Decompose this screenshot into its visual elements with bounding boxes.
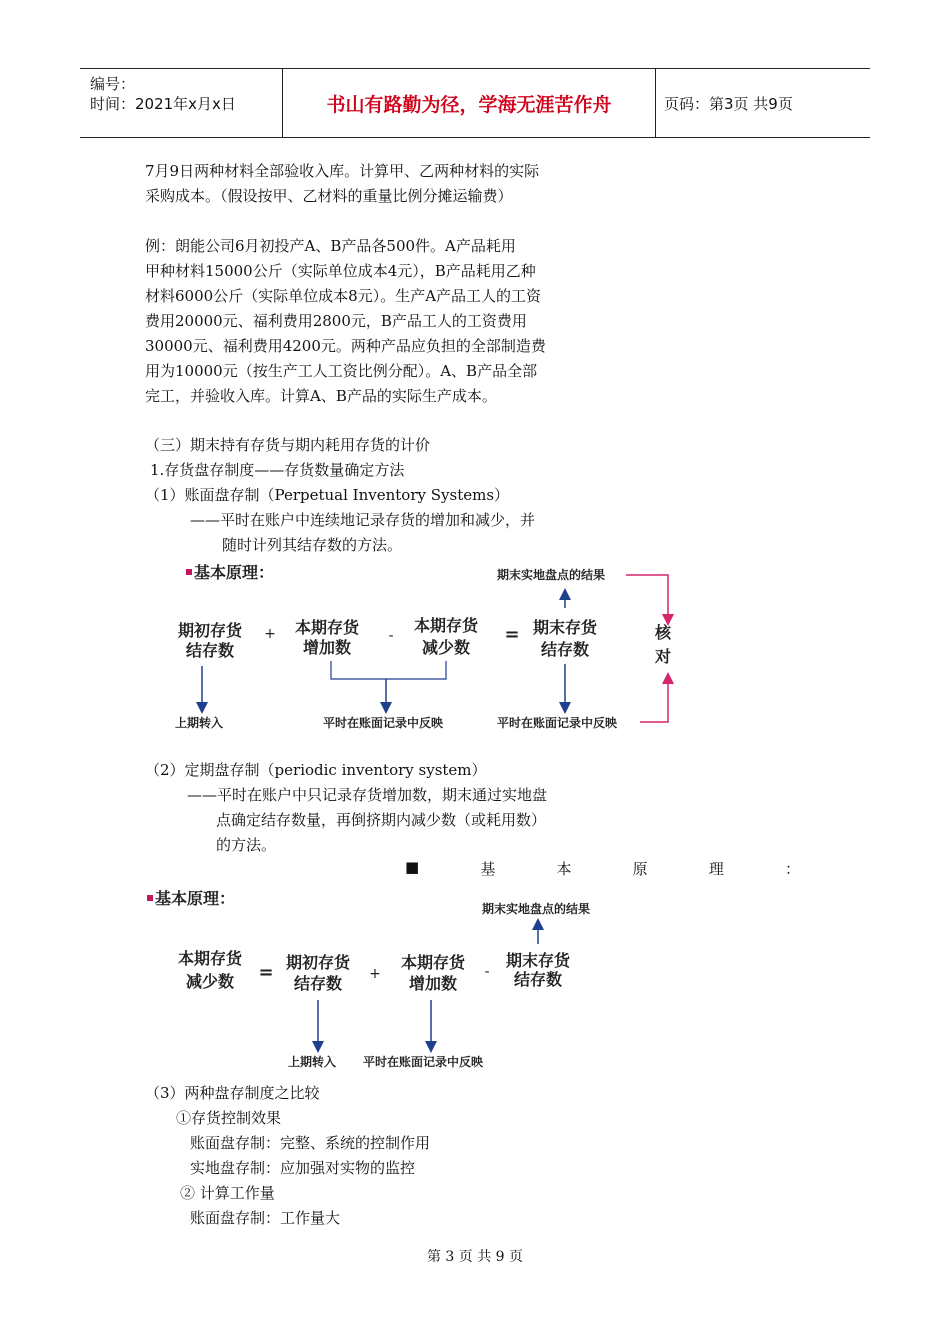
comparison-heading: ② 计算工作量 [180, 1184, 275, 1202]
spread-char: ■ [405, 858, 420, 876]
box-label: 增加数 [408, 974, 458, 993]
paragraph-line: 采购成本。（假设按甲、乙材料的重量比例分摊运输费） [145, 187, 513, 205]
box-label: 本期存货 [400, 953, 466, 972]
box-label: 减少数 [421, 638, 471, 657]
operator: = [504, 624, 520, 645]
spread-char: ： [784, 860, 800, 878]
bottom-label: 平时在账面记录中反映 [363, 1055, 484, 1069]
arrow-up-icon [640, 678, 668, 722]
header-page-info: 页码：第3页 共9页 [664, 94, 793, 113]
paragraph-line: 用为10000元（按生产工人工资比例分配）。A、B产品全部 [145, 362, 538, 380]
box-label: 结存数 [293, 974, 343, 993]
operator: = [258, 962, 274, 983]
box-label: 增加数 [302, 638, 352, 657]
bottom-label: 上期转入 [288, 1055, 337, 1069]
page-footer: 第 3 页 共 9 页 [426, 1249, 524, 1265]
periodic-inventory-diagram [0, 880, 950, 1075]
bottom-label: 上期转入 [175, 716, 224, 730]
verify-label: 核 [654, 623, 672, 642]
number-label: 编号： [90, 75, 136, 93]
subsection-heading: 1.存货盘存制度——存货数量确定方法 [150, 461, 405, 479]
verify-label: 对 [654, 647, 672, 666]
item-heading: （1）账面盘存制（Perpetual Inventory Systems） [145, 486, 510, 504]
paragraph-line: 30000元、福利费用4200元。两种产品应负担的全部制造费 [145, 337, 546, 355]
box-label: 结存数 [185, 641, 235, 660]
item-heading: （3）两种盘存制度之比较 [145, 1084, 320, 1102]
time-label: 时间：2021年x月x日 [90, 95, 236, 113]
page-header [80, 68, 870, 138]
perpetual-inventory-diagram [0, 556, 950, 746]
box-label: 本期存货 [177, 949, 243, 968]
operator: + [264, 626, 276, 642]
paragraph-line: 甲种材料15000公斤（实际单位成本4元），B产品耗用乙种 [145, 262, 536, 280]
paragraph-line: 完工，并验收入库。计算A、B产品的实际生产成本。 [145, 387, 497, 405]
bottom-label: 平时在账面记录中反映 [323, 716, 444, 730]
box-label: 结存数 [540, 640, 590, 659]
box-label: 期末存货 [505, 951, 571, 970]
diagram-title: 基本原理： [194, 563, 275, 582]
paragraph-line: 费用20000元、福利费用2800元，B产品工人的工资费用 [145, 312, 527, 330]
box-label: 期初存货 [177, 621, 243, 640]
comparison-heading: ①存货控制效果 [176, 1109, 282, 1127]
diagram-title: 基本原理： [155, 889, 236, 908]
box-label: 结存数 [513, 970, 563, 989]
bracket-connector [331, 661, 446, 679]
spread-char: 原 [632, 860, 648, 878]
comparison-line: 实地盘存制：应加强对实物的监控 [190, 1159, 416, 1177]
header-meta [80, 69, 283, 137]
section-heading: （三）期末持有存货与期内耗用存货的计价 [145, 436, 431, 454]
spread-char: 理 [708, 860, 724, 878]
operator: - [484, 964, 490, 980]
box-label: 期末存货 [532, 618, 598, 637]
comparison-line: 账面盘存制：工作量大 [190, 1209, 341, 1227]
paragraph-line: 材料6000公斤（实际单位成本8元）。生产A产品工人的工资 [145, 287, 542, 305]
comparison-line: 账面盘存制：完整、系统的控制作用 [190, 1134, 431, 1152]
operator: + [369, 966, 381, 982]
box-label: 本期存货 [294, 618, 360, 637]
arrow-down-icon [626, 575, 668, 620]
item-heading: （2）定期盘存制（periodic inventory system） [145, 761, 487, 779]
bullet-icon [147, 895, 153, 901]
spread-char: 本 [556, 860, 572, 878]
paragraph-line: 点确定结存数量，再倒挤期内减少数（或耗用数） [216, 811, 547, 829]
box-label: 减少数 [185, 972, 235, 991]
paragraph-line: 7月9日两种材料全部验收入库。计算甲、乙两种材料的实际 [145, 162, 540, 180]
paragraph-line: 的方法。 [216, 836, 277, 854]
spread-heading [405, 858, 800, 879]
spread-char: 基 [480, 860, 496, 878]
paragraph-line: 例：朗能公司6月初投产A、B产品各500件。A产品耗用 [145, 237, 516, 255]
paragraph-line: 随时计列其结存数的方法。 [222, 536, 403, 554]
paragraph-line: ——平时在账户中只记录存货增加数，期末通过实地盘 [187, 786, 548, 804]
header-motto: 书山有路勤为径，学海无涯苦作舟 [283, 69, 656, 137]
bottom-label: 平时在账面记录中反映 [497, 716, 618, 730]
box-label: 本期存货 [413, 616, 479, 635]
operator: - [388, 628, 394, 644]
paragraph-line: ——平时在账户中连续地记录存货的增加和减少，并 [190, 511, 536, 529]
box-label: 期初存货 [285, 953, 351, 972]
top-label: 期末实地盘点的结果 [482, 902, 591, 916]
top-label: 期末实地盘点的结果 [497, 568, 606, 582]
bullet-icon [186, 569, 192, 575]
